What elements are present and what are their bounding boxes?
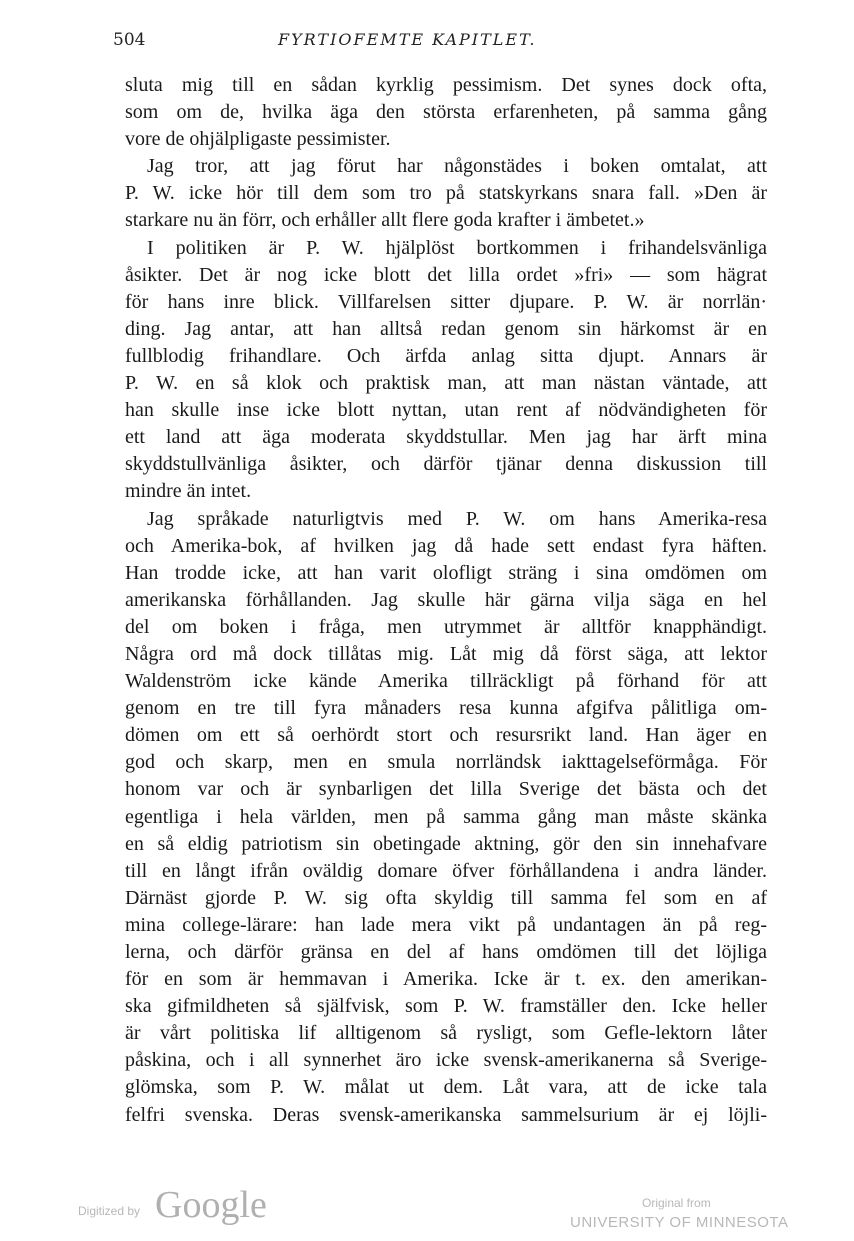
text-line: åsikter. Det är nog icke blott det lilla ordet »fri» — som hägrat xyxy=(125,263,767,286)
text-line: ding. Jag antar, att han alltså redan genom sin härkomst är en xyxy=(125,317,767,340)
text-line: Jag språkade naturligtvis med P. W. om hans Amerika-resa xyxy=(147,507,767,530)
text-line: starkare nu än förr, och erhåller allt flere goda krafter i ämbetet.» xyxy=(125,209,645,232)
chapter-title: FYRTIOFEMTE KAPITLET. xyxy=(278,30,537,49)
text-line: amerikanska förhållanden. Jag skulle här gärna vilja säga en hel xyxy=(125,588,767,611)
text-line: I politiken är P. W. hjälplöst bortkommen i frihandelsvänliga xyxy=(147,236,767,259)
text-line: Waldenström icke kände Amerika tillräckligt på förhand för att xyxy=(125,670,767,693)
text-line: del om boken i fråga, men utrymmet är alltför knapphändigt. xyxy=(125,615,767,638)
text-line: vore de ohjälpligaste pessimister. xyxy=(125,128,391,151)
digitized-by-label: Digitized by xyxy=(78,1204,141,1218)
text-line: glömska, som P. W. målat ut dem. Låt vara, att de icke tala xyxy=(125,1076,767,1099)
text-line: egentliga i hela världen, men på samma gång man måste skänka xyxy=(125,805,767,828)
google-logo: Google xyxy=(155,1184,267,1226)
text-line: ska gifmildheten så själfvisk, som P. W. framställer den. Icke heller xyxy=(125,995,767,1018)
text-line: han skulle inse icke blott nyttan, utan rent af nödvändigheten för xyxy=(125,399,767,422)
text-line: en så eldig patriotism sin obetingade aktning, gör den sin innehafvare xyxy=(125,832,767,855)
body-text xyxy=(125,72,767,1129)
text-line: mina college-lärare: han lade mera vikt på undantagen än på reg- xyxy=(125,913,767,936)
university-label: UNIVERSITY OF MINNESOTA xyxy=(570,1214,789,1231)
text-line: ett land att äga moderata skyddstullar. Men jag har ärft mina xyxy=(125,426,767,449)
text-line: felfri svenska. Deras svensk-amerikanska sammelsurium är ej löjli- xyxy=(125,1103,767,1126)
text-line: lerna, och därför gränsa en del af hans omdömen till det löjliga xyxy=(125,941,767,963)
text-line: till en långt ifrån oväldig domare öfver förhållandena i andra länder. xyxy=(125,859,767,882)
text-line: P. W. en så klok och praktisk man, att man nästan väntade, att xyxy=(125,372,767,395)
text-line: sluta mig till en sådan kyrklig pessimism. Det synes dock ofta, xyxy=(125,74,767,96)
running-head xyxy=(113,30,753,54)
digitization-footer xyxy=(0,1180,854,1240)
text-line: är vårt politiska lif alltigenom så rysligt, som Gefle-lektorn låter xyxy=(125,1022,767,1045)
text-line: och Amerika-bok, af hvilken jag då hade sett endast fyra häften. xyxy=(125,534,767,557)
text-line: för en som är hemmavan i Amerika. Icke är t. ex. den amerikan- xyxy=(125,968,767,991)
text-line: som om de, hvilka äga den största erfarenheten, på samma gång xyxy=(125,101,767,124)
text-line: P. W. icke hör till dem som tro på statskyrkans snara fall. »Den är xyxy=(125,182,767,205)
text-line: Därnäst gjorde P. W. sig ofta skyldig till samma fel som en af xyxy=(125,886,767,909)
original-from-label: Original from xyxy=(642,1196,711,1210)
page-number: 504 xyxy=(113,30,146,50)
text-line: Han trodde icke, att han varit olofligt sträng i sina omdömen om xyxy=(125,561,767,584)
text-line: honom var och är synbarligen det lilla Sverige det bästa och det xyxy=(125,778,767,801)
text-line: dömen om ett så oerhördt stort och resursrikt land. Han äger en xyxy=(125,724,767,747)
text-line: skyddstullvänliga åsikter, och därför tjänar denna diskussion till xyxy=(125,453,767,476)
text-line: genom en tre till fyra månaders resa kunna afgifva pålitliga om- xyxy=(125,697,767,720)
text-line: fullblodig frihandlare. Och ärfda anlag sitta djupt. Annars är xyxy=(125,344,767,367)
text-line: mindre än intet. xyxy=(125,480,252,503)
text-line: för hans inre blick. Villfarelsen sitter djupare. P. W. är norrlän· xyxy=(125,290,767,313)
text-line: Några ord må dock tillåtas mig. Låt mig då först säga, att lektor xyxy=(125,642,767,665)
text-line: påskina, och i all synnerhet äro icke svensk-amerikanerna så Sverige- xyxy=(125,1049,767,1072)
text-line: Jag tror, att jag förut har någonstädes i boken omtalat, att xyxy=(147,155,767,178)
text-line: god och skarp, men en smula norrländsk iakttagelseförmåga. För xyxy=(125,751,767,774)
